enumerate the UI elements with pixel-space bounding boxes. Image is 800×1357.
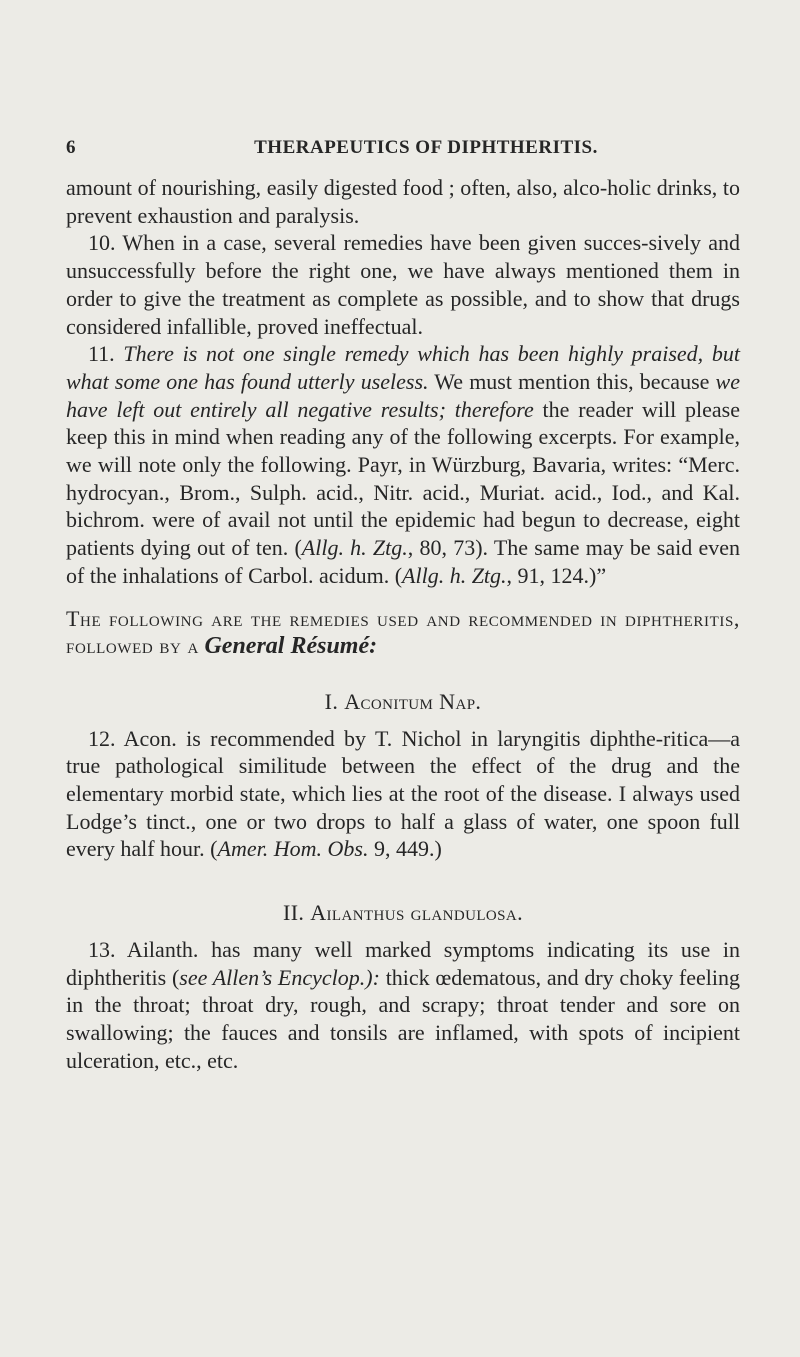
paragraph-13-text-1: 13. Ailanth. has many well marked symptoms indicating its use in diphtheritis (: [66, 936, 740, 990]
paragraph-13-text-2: thick œdematous, and dry choky feeling in the throat; throat dry, rough, and scrapy; throat tender and sore on swallowing; the fauces and tonsils are inflamed, with spots of incipient ulceration, etc., etc.: [66, 964, 741, 1073]
paragraph-12-text-1: 12. Acon. is recommended by T. Nichol in laryngitis diphthe-ritica—a true pathological similitude between the effect of the drug and the elementary morbid state, which lies at the root of the disease. I always used Lodge’s tinct., one or two drops to half a glass of water, one spoon full every half hour. (: [66, 725, 740, 862]
paragraph-11-italic-2: we have left out entirely all negative results; therefore: [66, 368, 740, 422]
page-number: 6: [66, 137, 76, 158]
citation-3: Amer. Hom. Obs.: [217, 836, 369, 862]
paragraph-12-text-2: 9, 449.): [373, 836, 442, 862]
paragraph-11-text-2: the reader will please keep this in mind when reading any of the following excerpts. For example, we will note only the following. Payr, in Würzburg, Bavaria, writes: “Merc. hydrocyan., Brom., Sulph. acid., Nitr. acid., Muriat. acid., Iod., and Kal. bichrom. were of avail not until the epidemic had begun to decrease, eight patients dying out of ten. (: [66, 396, 740, 561]
paragraph-13: [66, 936, 740, 1075]
paragraph-12: [66, 725, 740, 864]
paragraph-10: 10. When in a case, several remedies have been given succes-sively and unsuccessfully before the right one, we have always mentioned them in order to give the treatment as complete as possible, and to show that drugs considered infallible, proved ineffectual.: [66, 230, 740, 339]
paragraph-11-text-4: , 91, 124.)”: [506, 562, 607, 588]
section-title-ailanthus: [66, 899, 740, 927]
paragraph-11-italic-1: There is not one single remedy which has been highly praised, but what some one has found utterly useless.: [66, 341, 741, 394]
citation-2: Allg. h. Ztg.: [402, 562, 507, 588]
citation-1: Allg. h. Ztg.: [301, 535, 408, 561]
section-title-aconitum: [66, 688, 740, 716]
section-numeral: I.: [324, 688, 339, 714]
following-heading: [66, 605, 740, 661]
following-lead: The following are the remedies used and recommended in diphtheritis, followed by a: [66, 605, 740, 659]
section-name: Aconitum Nap.: [344, 688, 482, 714]
general-resume: General Résumé:: [204, 633, 378, 660]
paragraph-11: [66, 340, 740, 589]
paragraph-intro: amount of nourishing, easily digested food ; often, also, alco-holic drinks, to prevent exhaustion and paralysis.: [66, 175, 740, 228]
body-text: [66, 174, 740, 1074]
running-title: THERAPEUTICS OF DIPHTHERITIS.: [254, 137, 598, 158]
running-header: [66, 137, 746, 163]
paragraph-11-text-3: , 80, 73). The same may be said even of the inhalations of Carbol. acidum. (: [66, 535, 740, 588]
paragraph-11-text-1: We must mention this, because: [434, 368, 710, 394]
section-numeral: II.: [282, 900, 305, 926]
section-name: Ailanthus glandulosa.: [310, 900, 524, 926]
paragraph-11-number: 11.: [88, 341, 115, 367]
citation-4: see Allen’s Encyclop.):: [179, 964, 380, 990]
